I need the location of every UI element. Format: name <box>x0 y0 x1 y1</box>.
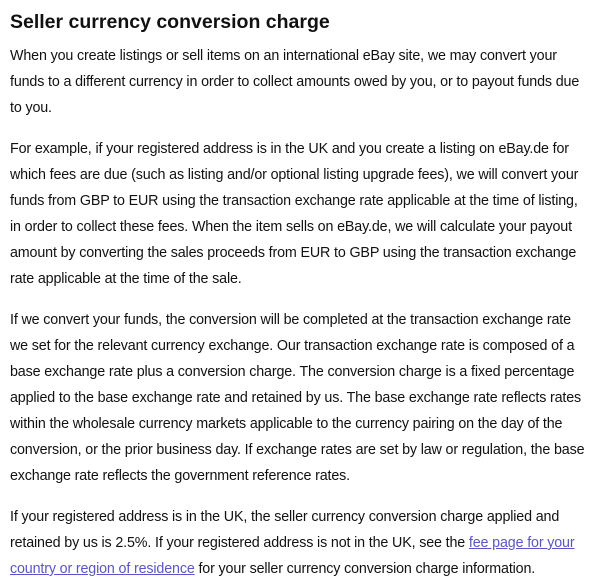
charge-info-text: If your registered address is in the UK, the seller currency conversion charge applied and retained by us is 2.5%. If your registered address is not in the UK, see the <box>10 509 560 551</box>
fee-page-link[interactable]: fee page for your country or region of residence <box>10 535 575 577</box>
paragraph-charge-info <box>10 504 590 582</box>
page-title: Seller currency conversion charge <box>10 11 330 33</box>
paragraph-exchange-rate: If we convert your funds, the conversion will be completed at the transaction exchange rate we set for the relevant currency exchange. Our transaction exchange rate is composed of a base exchange rate plus a conversion charge. The conversion charge is a fixed percentage applied to the base exchange rate and retained by us. The base exchange rate reflects rates within the wholesale currency markets applicable to the currency pairing on the day of the conversion, or the prior business day. If exchange rates are set by law or regulation, the base exchange rate reflects the government reference rates. <box>10 312 585 484</box>
paragraph-example: For example, if your registered address is in the UK and you create a listing on eBay.de for which fees are due (such as listing and/or optional listing upgrade fees), we will convert your funds from GBP to EUR using the transaction exchange rate applicable at the time of listing, in order to collect these fees. When the item sells on eBay.de, we will calculate your payout amount by converting the sales proceeds from EUR to GBP using the transaction exchange rate applicable at the time of the sale. <box>10 141 579 287</box>
charge-info-text-end: for your seller currency conversion charge information. <box>194 561 536 577</box>
paragraph-intro: When you create listings or sell items on an international eBay site, we may convert your funds to a different currency in order to collect amounts owed by you, or to payout funds due to you. <box>10 48 580 116</box>
